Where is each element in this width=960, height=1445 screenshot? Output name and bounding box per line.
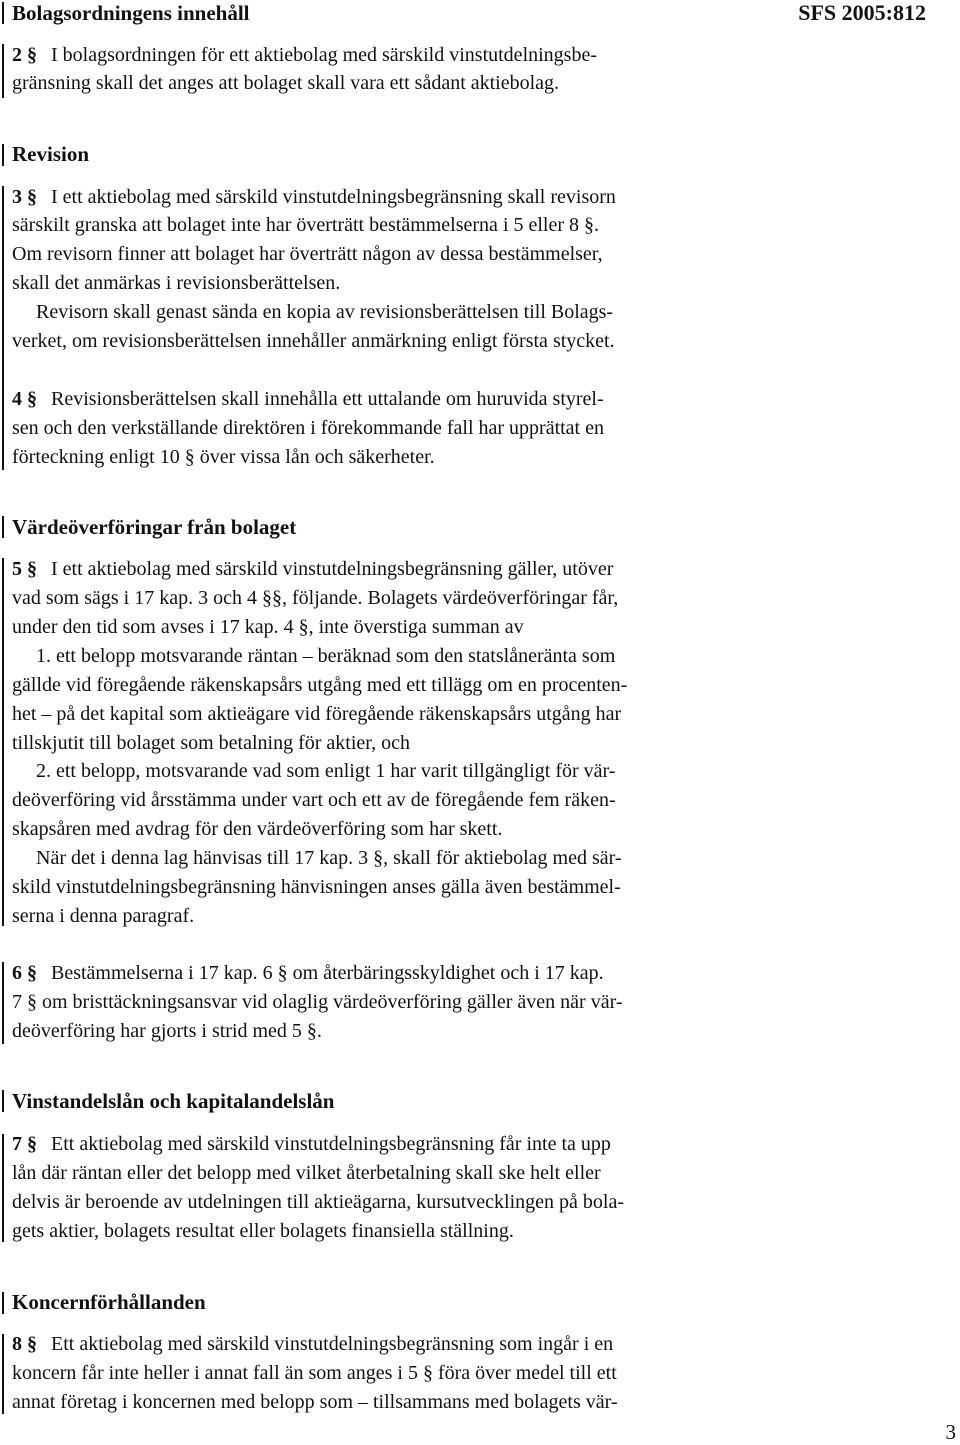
section-heading-vardeoverforingar: Värdeöverföringar från bolaget	[12, 515, 297, 539]
section-number: 3 §	[12, 186, 37, 208]
section-number: 2 §	[12, 44, 37, 66]
sec5-line-4: 1. ett belopp motsvarande räntan – beräknad som den statslåneränta som	[36, 645, 616, 667]
sec3-line-2: särskilt granska att bolaget inte har överträtt bestämmelserna i 5 eller 8 §.	[12, 214, 600, 236]
section-number: 8 §	[12, 1333, 37, 1355]
sec3-line-5: Revisorn skall genast sända en kopia av revisionsberättelsen till Bolags-	[36, 301, 614, 323]
sec5-line-8: 2. ett belopp, motsvarande vad som enligt 1 har varit tillgängligt för vär-	[36, 760, 616, 782]
change-bar	[2, 2, 4, 24]
sec5-line-5: gällde vid föregående räkenskapsårs utgång med ett tillägg om en procenten-	[12, 674, 628, 696]
page-number: 3	[945, 1420, 956, 1444]
sec4-line-3: förteckning enligt 10 § över vissa lån och säkerheter.	[12, 446, 435, 468]
sec3-line-6: verket, om revisionsberättelsen innehåller anmärkning enligt första stycket.	[12, 330, 615, 352]
sec5-line-6: het – på det kapital som aktieägare vid föregående räkenskapsårs utgång har	[12, 703, 622, 725]
sec2-line-2: gränsning skall det anges att bolaget skall vara ett sådant aktiebolag.	[12, 72, 560, 94]
sfs-number: SFS 2005:812	[798, 0, 926, 25]
sec5-line-3: under den tid som avses i 17 kap. 4 §, inte överstiga summan av	[12, 616, 524, 638]
sec5-line-12: skild vinstutdelningsbegränsning hänvisningen anses gälla även bestämmel-	[12, 876, 621, 898]
sec5-line-7: tillskjutit till bolaget som betalning för aktier, och	[12, 732, 411, 754]
sec6-line-1: 6 § Bestämmelserna i 17 kap. 6 § om återbäringsskyldighet och i 17 kap.	[12, 962, 604, 984]
change-bar	[2, 1134, 4, 1242]
sec5-line-9: deöverföring vid årsstämma under vart och ett av de föregående fem räken-	[12, 789, 616, 811]
change-bar	[2, 1090, 4, 1112]
sec7-line-2: lån där räntan eller det belopp med vilket återbetalning skall ske helt eller	[12, 1162, 601, 1184]
change-bar	[2, 516, 4, 538]
sec3-line-3: Om revisorn finner att bolaget har överträtt någon av dessa bestämmelser,	[12, 243, 603, 265]
section-heading-vinstandelslan: Vinstandelslån och kapitalandelslån	[12, 1089, 335, 1113]
sec5-line-10: skapsåren med avdrag för den värdeöverföring som har skett.	[12, 818, 503, 840]
sec3-line-4: skall det anmärkas i revisionsberättelsen.	[12, 272, 341, 294]
change-bar	[2, 962, 4, 1044]
sec4-line-2: sen och den verkställande direktören i förekommande fall har upprättat en	[12, 417, 604, 439]
sec8-line-2: koncern får inte heller i annat fall än som anges i 5 § föra över medel till ett	[12, 1362, 617, 1384]
sec8-line-3: annat företag i koncernen med belopp som – tillsammans med bolagets vär-	[12, 1391, 618, 1413]
change-bar	[2, 1292, 4, 1314]
change-bar	[2, 558, 4, 926]
sec8-line-1: 8 § Ett aktiebolag med särskild vinstutdelningsbegränsning som ingår i en	[12, 1333, 614, 1355]
sec4-line-1: 4 § Revisionsberättelsen skall innehålla ett uttalande om huruvida styrel-	[12, 388, 604, 410]
section-heading-revision: Revision	[12, 142, 90, 166]
sec5-line-2: vad som sägs i 17 kap. 3 och 4 §§, följande. Bolagets värdeöverföringar får,	[12, 587, 619, 609]
change-bar	[2, 1334, 4, 1414]
section-number: 5 §	[12, 558, 37, 580]
sec7-line-3: delvis är beroende av utdelningen till aktieägarna, kursutvecklingen på bola-	[12, 1191, 625, 1213]
sec7-line-4: gets aktier, bolagets resultat eller bolagets finansiella ställning.	[12, 1220, 514, 1242]
change-bar	[2, 144, 4, 166]
change-bar	[2, 44, 4, 98]
section-number: 4 §	[12, 388, 37, 410]
change-bar	[2, 186, 4, 470]
section-number: 6 §	[12, 962, 37, 984]
sec5-line-11: När det i denna lag hänvisas till 17 kap. 3 §, skall för aktiebolag med sär-	[36, 847, 622, 869]
section-number: 7 §	[12, 1133, 37, 1155]
running-title: Bolagsordningens innehåll	[12, 1, 250, 25]
sec6-line-3: deöverföring har gjorts i strid med 5 §.	[12, 1020, 322, 1042]
sec5-line-1: 5 § I ett aktiebolag med särskild vinstutdelningsbegränsning gäller, utöver	[12, 558, 614, 580]
sec5-line-13: serna i denna paragraf.	[12, 905, 195, 927]
section-heading-koncern: Koncernförhållanden	[12, 1290, 206, 1314]
sec3-line-1: 3 § I ett aktiebolag med särskild vinstutdelningsbegränsning skall revisorn	[12, 186, 616, 208]
sec6-line-2: 7 § om bristtäckningsansvar vid olaglig värdeöverföring gäller även när vär-	[12, 991, 623, 1013]
sec2-line-1: 2 § I bolagsordningen för ett aktiebolag med särskild vinstutdelningsbe-	[12, 44, 597, 66]
sec7-line-1: 7 § Ett aktiebolag med särskild vinstutdelningsbegränsning får inte ta upp	[12, 1133, 611, 1155]
